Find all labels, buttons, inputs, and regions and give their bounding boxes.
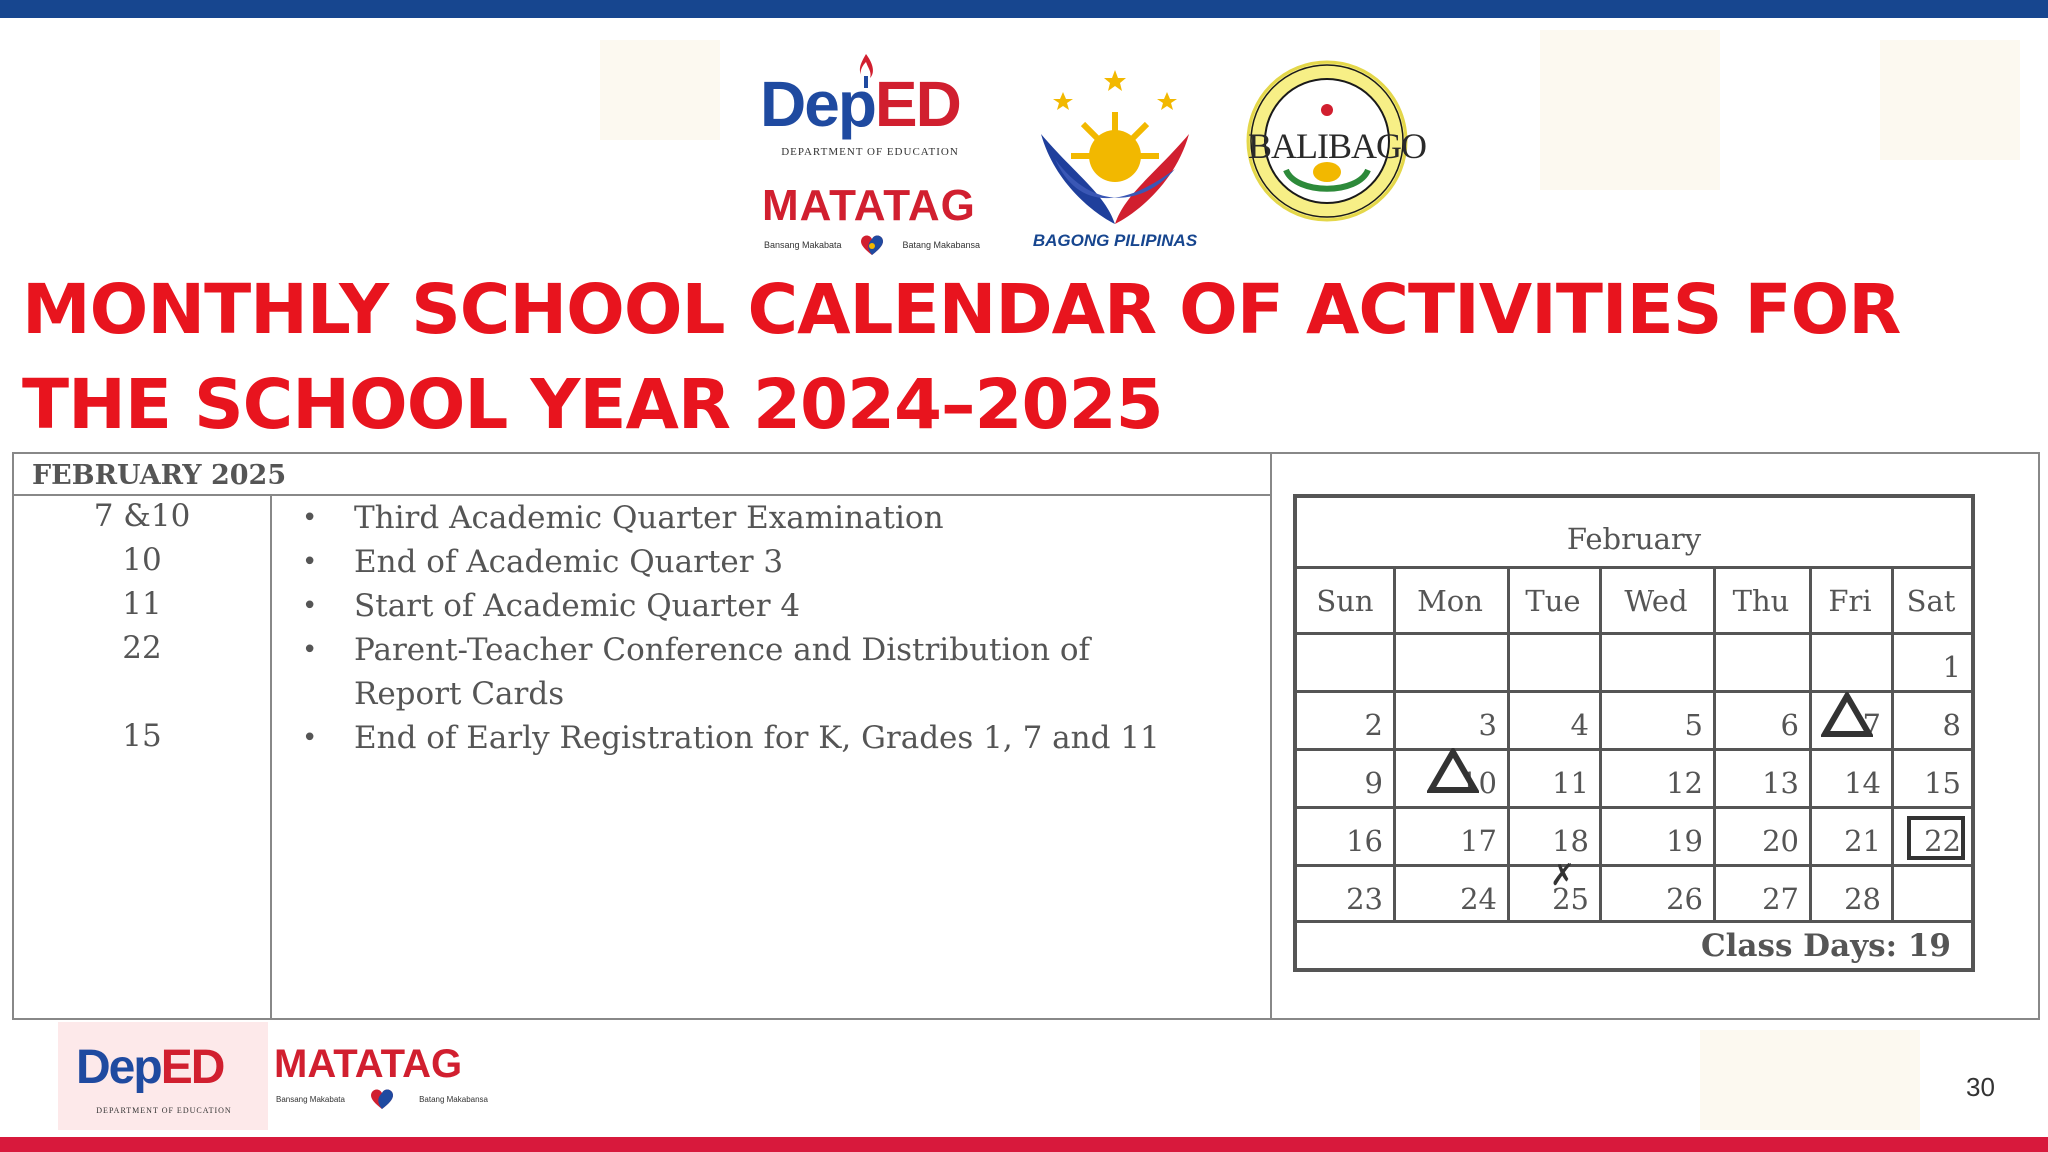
footer-matatag-tagline-left: Bansang Makabata (276, 1094, 345, 1104)
calendar-grid-line (1297, 920, 1971, 923)
footer-deped-subtitle: DEPARTMENT OF EDUCATION (96, 1106, 232, 1115)
background-tile (600, 40, 720, 140)
calendar-day-header: Wed (1624, 584, 1688, 618)
month-label: FEBRUARY 2025 (32, 460, 287, 491)
table-border (12, 1018, 2040, 1020)
calendar-grid-line (1891, 566, 1894, 920)
matatag-tagline-right: Batang Makabansa (902, 240, 980, 250)
calendar-date: 4 (1570, 708, 1589, 742)
title-line-2: THE SCHOOL YEAR 2024–2025 (22, 365, 1163, 445)
calendar-date: 7 (1862, 708, 1881, 742)
calendar-grid-line (1507, 566, 1510, 920)
calendar-grid-line (1297, 864, 1971, 867)
bullet: • (302, 547, 318, 577)
calendar-grid-line (1297, 748, 1971, 751)
bullet: • (302, 723, 318, 753)
calendar-day-header: Sat (1906, 584, 1956, 618)
table-border (12, 452, 2040, 454)
matatag-tagline (764, 234, 980, 256)
date-cell: 10 (122, 542, 162, 578)
calendar-date: 9 (1364, 766, 1383, 800)
footer-matatag-tagline-right: Batang Makabansa (419, 1094, 488, 1104)
calendar-grid-line (1297, 632, 1971, 635)
calendar-date: 26 (1666, 882, 1703, 916)
calendar-date: 22 (1924, 824, 1961, 858)
calendar-date: 14 (1844, 766, 1881, 800)
calendar-date: 2 (1364, 708, 1383, 742)
calendar-month-title: February (1566, 522, 1702, 556)
calendar-date: 25 (1552, 882, 1589, 916)
calendar-date: 24 (1460, 882, 1497, 916)
date-cell: 7 &10 (93, 498, 191, 534)
calendar-date: 16 (1346, 824, 1383, 858)
conference-box-mark (1907, 816, 1965, 860)
calendar-day-header: Fri (1828, 584, 1872, 618)
footer-deped-wordmark (76, 1041, 224, 1094)
table-border (2038, 452, 2040, 1020)
calendar-date: 11 (1552, 766, 1589, 800)
calendar-date: 6 (1780, 708, 1799, 742)
holiday-x-icon: ✗ (1550, 858, 1576, 893)
activity-text: End of Early Registration for K, Grades 1, 7 and 11 (354, 720, 1160, 756)
deped-subtitle: DEPARTMENT OF EDUCATION (781, 146, 959, 158)
deped-dep-text: Dep (760, 68, 875, 140)
bottom-bar (0, 1137, 2048, 1152)
footer-matatag-wordmark: MATATAG (274, 1042, 463, 1086)
calendar-date: 20 (1762, 824, 1799, 858)
background-tile (1540, 30, 1720, 190)
bullet: • (302, 591, 318, 621)
table-border (1270, 452, 1272, 1020)
deped-ed-text: ED (874, 68, 960, 140)
calendar-day-header: Tue (1525, 584, 1581, 618)
heart-icon (859, 234, 885, 256)
calendar-date: 13 (1762, 766, 1799, 800)
calendar-date: 19 (1666, 824, 1703, 858)
calendar-date: 1 (1942, 650, 1961, 684)
activity-text: End of Academic Quarter 3 (354, 544, 784, 580)
footer-matatag-tagline (276, 1088, 488, 1110)
calendar-date: 5 (1684, 708, 1703, 742)
calendar-grid-line (1297, 566, 1971, 569)
balibago-school-name: BALIBAGO (1248, 126, 1426, 166)
mini-calendar (1293, 494, 1975, 972)
calendar-date: 21 (1844, 824, 1881, 858)
activity-text: Start of Academic Quarter 4 (354, 588, 801, 624)
exam-triangle-icon (1821, 692, 1873, 738)
footer-deped-dep-text: Dep (76, 1041, 161, 1094)
calendar-day-header: Thu (1732, 584, 1790, 618)
calendar-day-header: Mon (1417, 584, 1483, 618)
calendar-date: 17 (1460, 824, 1497, 858)
background-tile (1700, 1030, 1920, 1130)
calendar-date: 27 (1762, 882, 1799, 916)
calendar-grid-line (1809, 566, 1812, 920)
calendar-date: 3 (1478, 708, 1497, 742)
calendar-grid-line (1297, 806, 1971, 809)
class-days-count: Class Days: 19 (1700, 928, 1951, 964)
date-cell: 11 (122, 586, 162, 622)
title-line-1: MONTHLY SCHOOL CALENDAR OF ACTIVITIES FOR (22, 270, 1901, 350)
calendar-date: 28 (1844, 882, 1881, 916)
top-bar (0, 0, 2048, 18)
date-cell: 15 (122, 718, 162, 754)
footer-deped-logo (58, 1022, 268, 1130)
bullet: • (302, 503, 318, 533)
activity-text: Parent-Teacher Conference and Distribution of Report Cards (354, 632, 1091, 712)
calendar-date: 12 (1666, 766, 1703, 800)
calendar-grid-line (1393, 566, 1396, 920)
footer-deped-ed-text: ED (160, 1041, 224, 1094)
background-tile (1880, 40, 2020, 160)
calendar-grid-line (1713, 566, 1716, 920)
bagong-pilipinas-logo (1015, 64, 1215, 259)
calendar-date: 10 (1460, 766, 1497, 800)
deped-matatag-logo (756, 52, 986, 257)
calendar-date: 23 (1346, 882, 1383, 916)
bagong-pilipinas-emblem-icon (1015, 64, 1215, 229)
bullet: • (302, 635, 318, 665)
calendar-date: 15 (1924, 766, 1961, 800)
date-cell: 22 (122, 630, 162, 666)
calendar-date: 18 (1552, 824, 1589, 858)
calendar-day-header: Sun (1316, 584, 1374, 618)
page-number: 30 (1966, 1072, 1995, 1102)
calendar-date: 8 (1942, 708, 1961, 742)
deped-wordmark (760, 68, 960, 140)
exam-triangle-icon (1427, 748, 1479, 794)
page-title (22, 263, 2022, 453)
matatag-tagline-left: Bansang Makabata (764, 240, 842, 250)
activity-text: Third Academic Quarter Examination (354, 500, 944, 536)
matatag-wordmark: MATATAG (762, 181, 976, 230)
footer-matatag-logo (274, 1036, 494, 1126)
bagong-pilipinas-text: BAGONG PILIPINAS (1032, 231, 1198, 250)
heart-icon (369, 1088, 395, 1110)
calendar-grid-line (1599, 566, 1602, 920)
